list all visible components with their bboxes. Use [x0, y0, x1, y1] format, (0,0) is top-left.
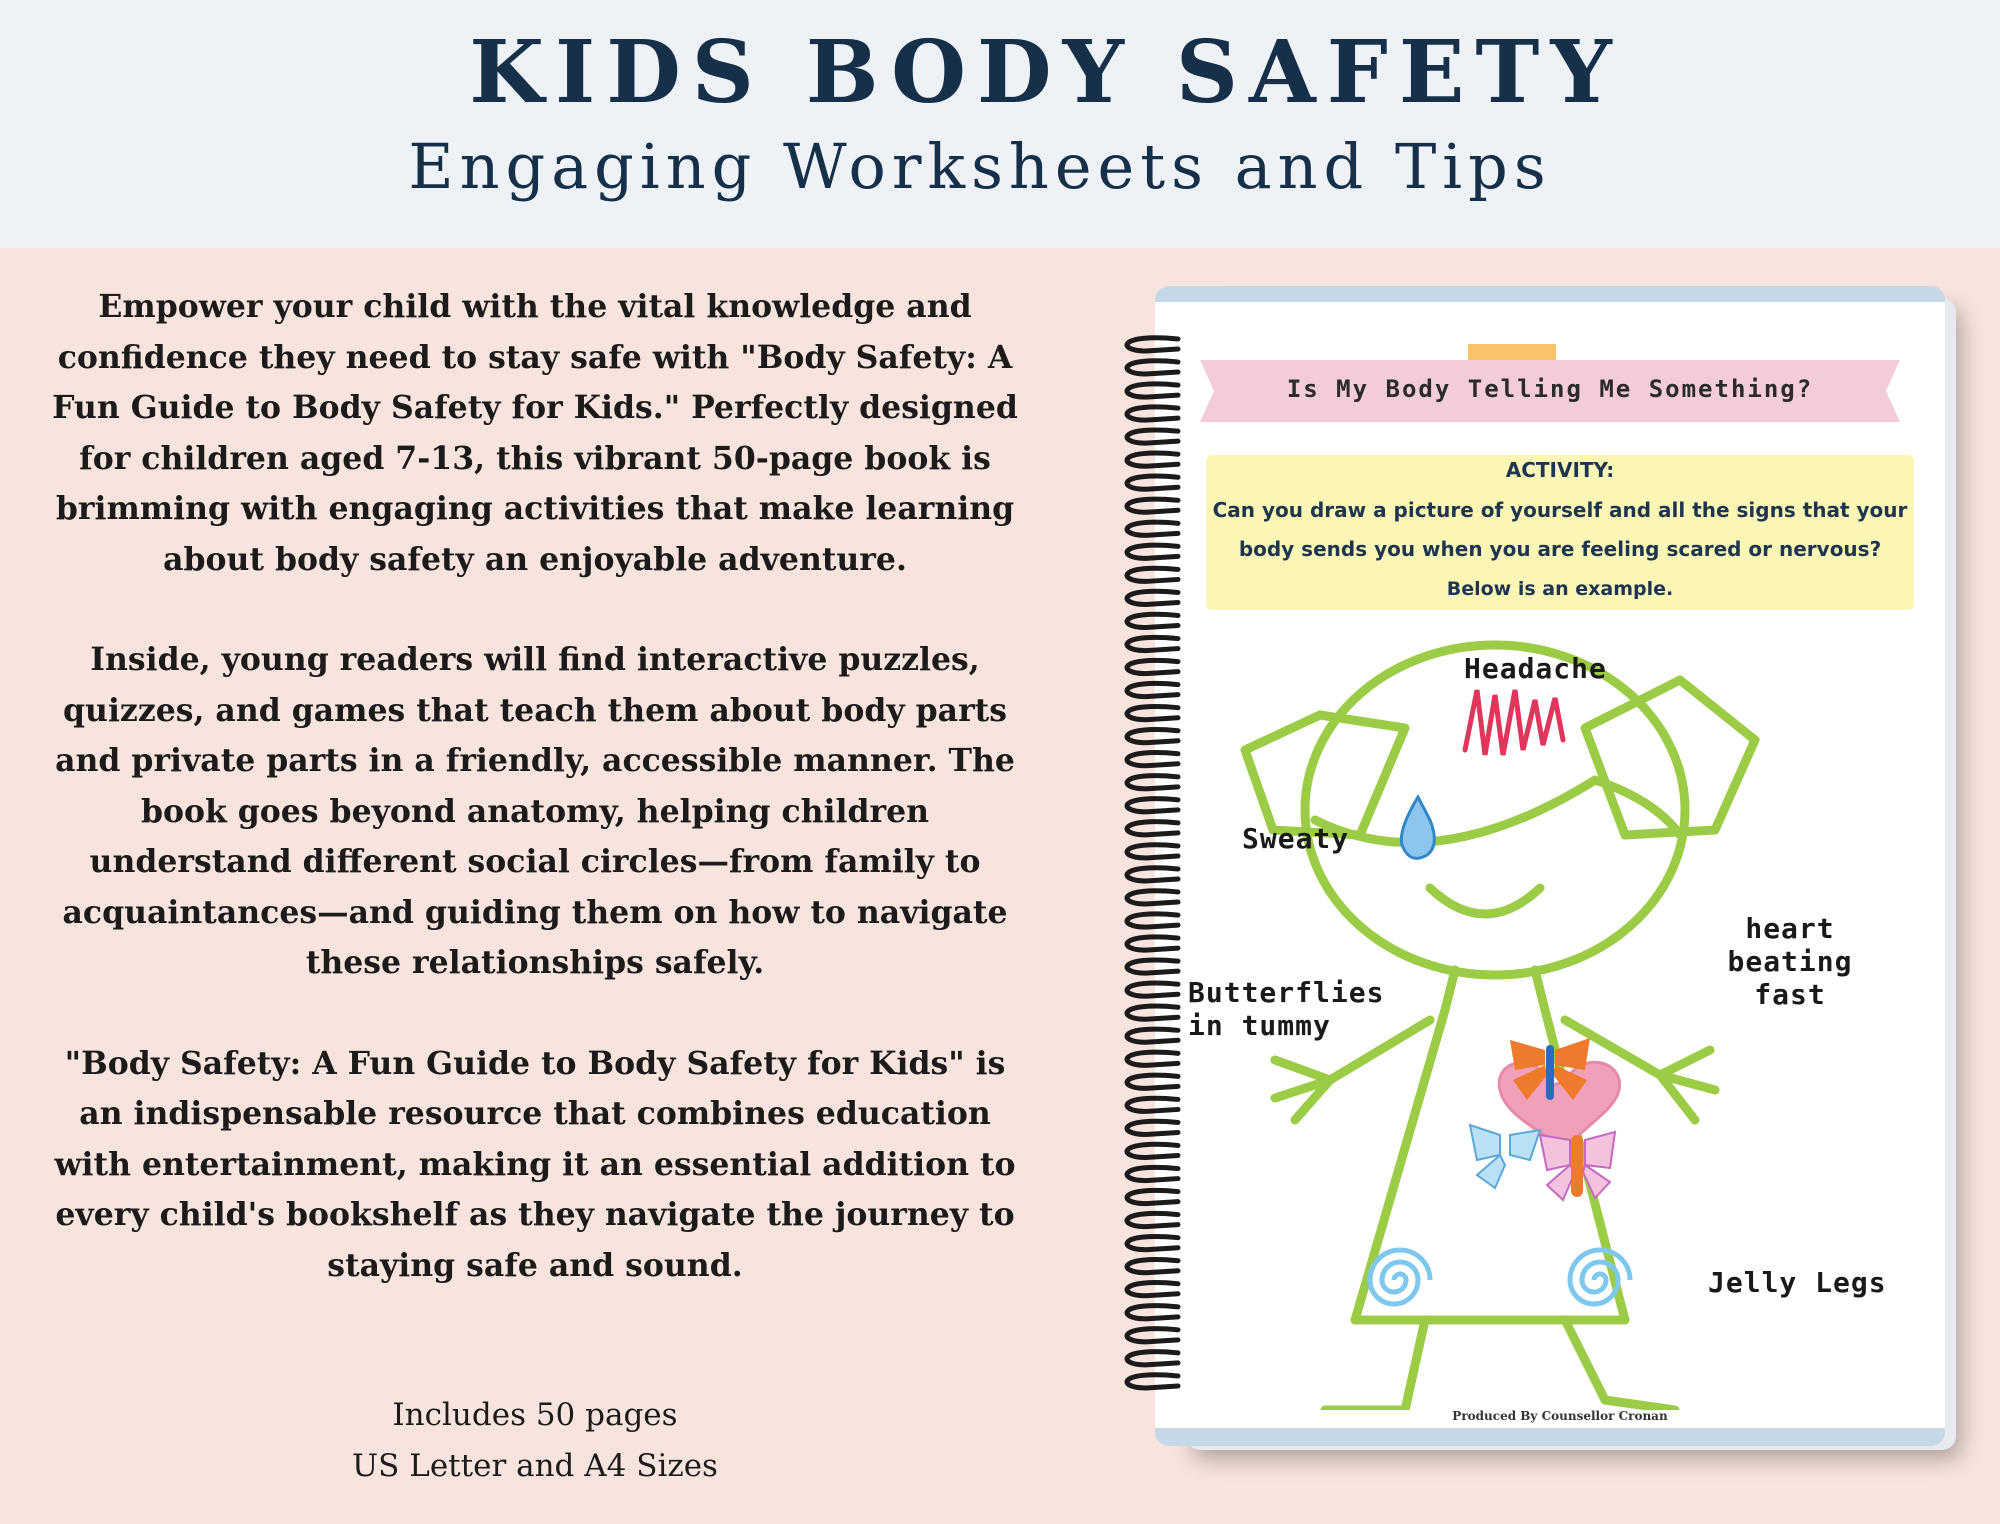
heart-beating-label [1710, 912, 1870, 1011]
paper-sizes-text: US Letter and A4 Sizes [352, 1448, 718, 1484]
worksheet-footer: Produced By Counsellor Cronan [1452, 1409, 1668, 1423]
description-paragraph-2: Inside, young readers will find interactive puzzles, quizzes, and games that teach them about body parts and private parts in a friendly, accessible manner. The book goes beyond anatomy, helping children understand different social circles—from family to acquaintances—and guiding them on how to navigate these relationships safely. [55, 641, 1015, 981]
header-band [0, 0, 2000, 248]
heart-label-line-3: fast [1754, 978, 1826, 1011]
activity-line-3: Below is an example. [1446, 578, 1674, 600]
spiral-coil [1127, 568, 1178, 581]
spiral-coil [1127, 384, 1178, 397]
worksheet-banner-title: Is My Body Telling Me Something? [1286, 375, 1814, 403]
left-leg-icon [1325, 1320, 1425, 1410]
activity-line-2: body sends you when you are feeling scared or nervous? [1238, 537, 1882, 561]
butterflies-label [1188, 976, 1384, 1042]
sweaty-label: Sweaty [1242, 822, 1350, 855]
headache-label: Headache [1464, 652, 1607, 685]
right-pigtail-icon [1585, 680, 1755, 835]
butterfly-pink-icon [1540, 1132, 1615, 1200]
smile-icon [1430, 888, 1540, 914]
heart-label-line-1: heart [1745, 912, 1835, 945]
activity-heading: ACTIVITY: [1505, 458, 1615, 482]
activity-line-1: Can you draw a picture of yourself and all the signs that your [1212, 498, 1908, 522]
left-knee-spiral-icon [1370, 1250, 1430, 1304]
butterfly-blue-icon [1470, 1125, 1540, 1188]
page-subtitle: Engaging Worksheets and Tips [408, 130, 1552, 203]
spiral-coil [1127, 545, 1178, 558]
spiral-coil [1127, 476, 1178, 489]
butterflies-label-line-2: in tummy [1188, 1009, 1331, 1042]
page-count-text: Includes 50 pages [392, 1397, 678, 1433]
butterflies-label-line-1: Butterflies [1188, 976, 1385, 1009]
spiral-coil [1127, 499, 1178, 512]
description-paragraph-3: "Body Safety: A Fun Guide to Body Safety for Kids" is an indispensable resource that combines education with entertainment, making it an essential addition to every child's bookshelf as they navigate the journey to staying safe and sound. [54, 1044, 1016, 1284]
jelly-legs-label: Jelly Legs [1708, 1266, 1887, 1299]
spiral-coil [1127, 338, 1178, 351]
spiral-coil [1127, 591, 1178, 604]
spiral-coil [1127, 453, 1178, 466]
product-description [40, 282, 1030, 1341]
spiral-coil [1127, 522, 1178, 535]
sweat-drop-icon [1401, 797, 1434, 858]
spiral-coil [1127, 407, 1178, 420]
spiral-coil [1127, 430, 1178, 443]
spiral-coil [1127, 361, 1178, 374]
head-icon [1305, 645, 1685, 975]
right-leg-icon [1565, 1320, 1675, 1410]
description-paragraph-1: Empower your child with the vital knowledge and confidence they need to stay safe with "Body Safety: A Fun Guide to Body Safety for Kids." Perfectly designed for children aged 7-13, this vibrant 50-page book is brimming with engaging activities that make learning about body safety an enjoyable adventure. [52, 288, 1018, 578]
product-specs [260, 1390, 810, 1492]
headache-scribble-icon [1465, 690, 1563, 755]
heart-label-line-2: beating [1727, 945, 1853, 978]
page-title: KIDS BODY SAFETY [469, 22, 1623, 123]
